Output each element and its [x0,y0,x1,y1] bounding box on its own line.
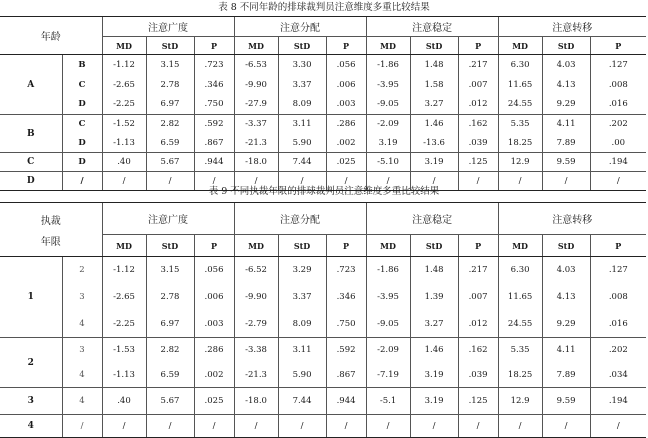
comparison-label: 3 [62,284,102,311]
data-cell: -1.12 [102,55,146,75]
data-cell: -2.09 [366,115,410,134]
data-cell: 8.09 [278,311,326,338]
group-header: 注意稳定 [366,203,498,235]
data-cell: -9.90 [234,284,278,311]
subheader-std: StD [410,37,458,55]
data-cell: -1.53 [102,338,146,363]
data-cell: .007 [458,75,498,95]
data-cell: -3.95 [366,284,410,311]
data-cell: -3.38 [234,338,278,363]
data-cell: .750 [194,95,234,115]
data-cell: -2.65 [102,75,146,95]
subheader-std: StD [542,37,590,55]
data-cell: / [410,415,458,438]
data-cell: .217 [458,55,498,75]
table-row [0,338,646,363]
data-cell: -18.0 [234,388,278,415]
data-cell: -2.09 [366,338,410,363]
data-cell: -7.19 [366,363,410,388]
data-cell: .016 [590,95,646,115]
data-cell: 2.78 [146,284,194,311]
subheader-std: StD [146,37,194,55]
data-cell: / [278,172,326,191]
data-cell: / [234,172,278,191]
data-cell: 5.35 [498,115,542,134]
data-cell: 1.58 [410,75,458,95]
data-cell: 4.11 [542,338,590,363]
data-cell: 3.27 [410,95,458,115]
group-header: 注意分配 [234,203,366,235]
data-cell: 1.48 [410,257,458,284]
subheader-std: StD [542,235,590,257]
group-header: 注意广度 [102,203,234,235]
data-cell: .202 [590,338,646,363]
data-cell: -1.52 [102,115,146,134]
stub-header: 年龄 [0,17,102,55]
data-cell: .016 [590,311,646,338]
table-row [0,363,646,388]
data-cell: / [146,172,194,191]
group-header: 注意广度 [102,17,234,37]
data-cell: .40 [102,388,146,415]
data-cell: .056 [194,257,234,284]
data-cell: 1.48 [410,55,458,75]
data-cell: .592 [194,115,234,134]
data-cell: .162 [458,338,498,363]
data-cell: / [458,172,498,191]
data-cell: .006 [194,284,234,311]
data-cell: .025 [194,388,234,415]
data-cell: .286 [326,115,366,134]
data-cell: .006 [326,75,366,95]
comparison-label: 3 [62,338,102,363]
group-header: 注意转移 [498,203,646,235]
data-cell: / [498,172,542,191]
data-cell: 5.90 [278,134,326,153]
group-label: 2 [0,338,62,388]
data-cell: -9.90 [234,75,278,95]
comparison-label: 4 [62,363,102,388]
data-cell: .127 [590,55,646,75]
data-cell: .202 [590,115,646,134]
data-cell: 3.37 [278,75,326,95]
data-cell: 2.82 [146,115,194,134]
data-cell: .723 [194,55,234,75]
subheader-p: P [590,235,646,257]
data-cell: 1.39 [410,284,458,311]
data-cell: 6.59 [146,363,194,388]
comparison-label: 2 [62,257,102,284]
data-cell: -9.05 [366,95,410,115]
data-cell: .286 [194,338,234,363]
data-cell: -2.65 [102,284,146,311]
data-cell: 1.46 [410,338,458,363]
data-cell: .592 [326,338,366,363]
data-cell: .750 [326,311,366,338]
data-cell: 18.25 [498,134,542,153]
data-cell: .867 [194,134,234,153]
data-cell: -2.25 [102,311,146,338]
data-cell: 6.97 [146,311,194,338]
table-row [0,95,646,115]
subheader-p: P [458,235,498,257]
data-cell: / [326,415,366,438]
header-row [0,17,646,37]
data-cell: / [542,172,590,191]
subheader-md: MD [366,37,410,55]
data-cell: 9.29 [542,311,590,338]
comparison-label: / [62,172,102,191]
data-cell: -13.6 [410,134,458,153]
data-cell: 5.35 [498,338,542,363]
stub-header [0,203,102,257]
data-cell: 6.59 [146,134,194,153]
data-cell: .056 [326,55,366,75]
data-cell: 8.09 [278,95,326,115]
data-cell: -21.3 [234,363,278,388]
data-cell: 2.82 [146,338,194,363]
stub-header-line2: 年限 [40,236,61,248]
comparison-label: D [62,95,102,115]
data-cell: -2.25 [102,95,146,115]
comparison-label: / [62,415,102,438]
data-cell: .012 [458,311,498,338]
data-cell: 3.19 [410,153,458,172]
data-cell: / [498,415,542,438]
data-cell: 7.44 [278,388,326,415]
data-cell: -6.52 [234,257,278,284]
table9-caption: 表 9 不同执裁年限的排球裁判员注意维度多重比较结果 [208,186,440,197]
data-cell: 9.59 [542,153,590,172]
data-cell: 3.15 [146,257,194,284]
group-label: 3 [0,388,62,415]
data-cell: .944 [326,388,366,415]
data-cell: .194 [590,388,646,415]
table8-caption: 表 8 不同年龄的排球裁判员注意维度多重比较结果 [218,2,430,13]
table-row [0,284,646,311]
data-cell: 3.19 [410,388,458,415]
data-cell: .127 [590,257,646,284]
subheader-md: MD [498,235,542,257]
data-cell: .008 [590,284,646,311]
data-cell: 9.59 [542,388,590,415]
data-cell: 9.29 [542,95,590,115]
data-cell: / [102,415,146,438]
data-cell: 3.37 [278,284,326,311]
subheader-md: MD [234,235,278,257]
data-cell: -1.86 [366,257,410,284]
group-label: D [0,172,62,191]
subheader-std: StD [278,235,326,257]
comparison-label: C [62,75,102,95]
data-cell: .002 [194,363,234,388]
data-cell: .346 [194,75,234,95]
data-cell: .346 [326,284,366,311]
comparison-label: 4 [62,311,102,338]
group-label: C [0,153,62,172]
data-cell: 1.46 [410,115,458,134]
data-cell: -9.05 [366,311,410,338]
data-cell: 3.30 [278,55,326,75]
data-cell: -1.12 [102,257,146,284]
data-cell: 6.30 [498,55,542,75]
data-cell: -18.0 [234,153,278,172]
data-cell: .012 [458,95,498,115]
subheader-md: MD [366,235,410,257]
data-cell: .00 [590,134,646,153]
data-cell: 3.15 [146,55,194,75]
group-header: 注意分配 [234,17,366,37]
data-cell: 5.67 [146,388,194,415]
data-cell: / [410,172,458,191]
data-cell: / [458,415,498,438]
data-cell: .125 [458,388,498,415]
comparison-label: B [62,55,102,75]
data-cell: .003 [326,95,366,115]
data-cell: .867 [326,363,366,388]
data-cell: 24.55 [498,311,542,338]
data-cell: 7.44 [278,153,326,172]
group-label: B [0,115,62,153]
subheader-p: P [194,37,234,55]
comparison-label: D [62,134,102,153]
data-cell: 3.27 [410,311,458,338]
data-cell: / [366,172,410,191]
data-cell: / [278,415,326,438]
data-cell: 4.13 [542,284,590,311]
data-cell: 11.65 [498,75,542,95]
subheader-p: P [590,37,646,55]
data-cell: / [234,415,278,438]
data-cell: -2.79 [234,311,278,338]
data-cell: -3.95 [366,75,410,95]
stub-header-line1: 执裁 [40,215,61,227]
data-cell: .125 [458,153,498,172]
data-cell: 7.89 [542,363,590,388]
data-cell: .40 [102,153,146,172]
data-cell: -1.13 [102,363,146,388]
data-cell: 3.11 [278,338,326,363]
data-cell: -1.13 [102,134,146,153]
subheader-p: P [194,235,234,257]
subheader-std: StD [146,235,194,257]
group-label: A [0,55,62,115]
table-row [0,75,646,95]
data-cell: 3.11 [278,115,326,134]
data-cell: 24.55 [498,95,542,115]
subheader-p: P [458,37,498,55]
data-cell: 7.89 [542,134,590,153]
data-cell: .039 [458,363,498,388]
subheader-std: StD [278,37,326,55]
data-cell: / [146,415,194,438]
data-cell: .723 [326,257,366,284]
table-row [0,115,646,134]
data-cell: / [366,415,410,438]
subheader-p: P [326,37,366,55]
table-row [0,311,646,338]
data-cell: 5.67 [146,153,194,172]
data-cell: 5.90 [278,363,326,388]
subheader-std: StD [410,235,458,257]
subheader-md: MD [498,37,542,55]
data-cell: 6.30 [498,257,542,284]
data-cell: -5.1 [366,388,410,415]
data-cell: 2.78 [146,75,194,95]
data-cell: -6.53 [234,55,278,75]
data-cell: .217 [458,257,498,284]
data-cell: .003 [194,311,234,338]
subheader-md: MD [102,235,146,257]
table-row [0,153,646,172]
table-row [0,415,646,438]
data-cell: / [590,415,646,438]
data-cell: 3.19 [410,363,458,388]
data-cell: .008 [590,75,646,95]
data-cell: 4.03 [542,257,590,284]
data-cell: 4.11 [542,115,590,134]
comparison-label: 4 [62,388,102,415]
data-cell: 3.19 [366,134,410,153]
data-cell: / [590,172,646,191]
data-cell: 3.29 [278,257,326,284]
group-header: 注意稳定 [366,17,498,37]
data-cell: 11.65 [498,284,542,311]
subheader-md: MD [234,37,278,55]
data-cell: / [194,172,234,191]
group-header: 注意转移 [498,17,646,37]
group-label: 4 [0,415,62,438]
table-row [0,134,646,153]
data-cell: .162 [458,115,498,134]
data-cell: / [102,172,146,191]
table-row [0,388,646,415]
table9 [0,202,646,438]
data-cell: 4.03 [542,55,590,75]
data-cell: / [194,415,234,438]
data-cell: .007 [458,284,498,311]
data-cell: 12.9 [498,388,542,415]
data-cell: .002 [326,134,366,153]
data-cell: .944 [194,153,234,172]
data-cell: 18.25 [498,363,542,388]
data-cell: / [326,172,366,191]
data-cell: 12.9 [498,153,542,172]
comparison-label: C [62,115,102,134]
data-cell: .194 [590,153,646,172]
data-cell: -5.10 [366,153,410,172]
table-row [0,257,646,284]
table-row [0,55,646,75]
data-cell: .034 [590,363,646,388]
header-row [0,203,646,235]
comparison-label: D [62,153,102,172]
data-cell: -3.37 [234,115,278,134]
table8 [0,16,646,191]
data-cell: 6.97 [146,95,194,115]
data-cell: -1.86 [366,55,410,75]
data-cell: .039 [458,134,498,153]
group-label: 1 [0,257,62,338]
data-cell: -27.9 [234,95,278,115]
data-cell: 4.13 [542,75,590,95]
data-cell: / [542,415,590,438]
data-cell: .025 [326,153,366,172]
subheader-p: P [326,235,366,257]
data-cell: -21.3 [234,134,278,153]
subheader-md: MD [102,37,146,55]
